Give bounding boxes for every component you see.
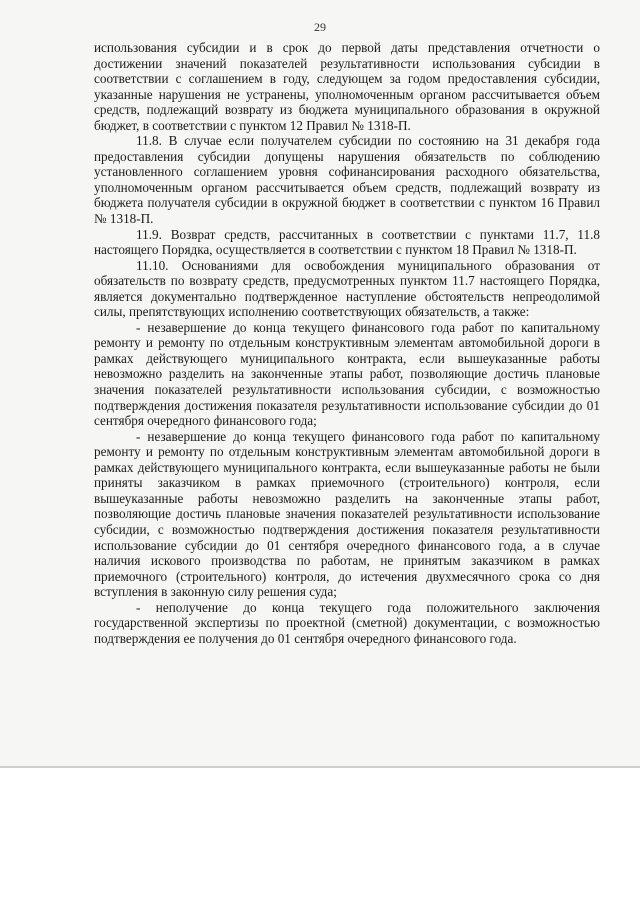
paragraph-11-8: 11.8. В случае если получателем субсидии по состоянию на 31 декабря года предоставления субсидии допущены нарушения обязательств по соблюдению установленного соглашением уровня софинансирования расходного обязательства, уполномоченным органом рассчитывается объем средств, подлежащий возврату из бюджета получателя субсидии в окружной бюджет в соответствии с пунктом 16 Правил № 1318-П.: [94, 133, 600, 227]
paragraph-continuation: использования субсидии и в срок до первой даты представления отчетности о достижении значений показателей результативности использования субсидии в соответствии с соглашением в году, следующем за годом предоставления субсидии, указанные нарушения не устранены, уполномоченным органом рассчитывается объем средств, подлежащий возврату из бюджета муниципального образования в окружной бюджет, в соответствии с пунктом 12 Правил № 1318-П.: [94, 40, 600, 133]
page-number: 29: [314, 20, 326, 34]
list-item-expertise: - неполучение до конца текущего года положительного заключения государственной экспертизы по проектной (сметной) документации, с возможностью подтверждения ее получения до 01 сентября очередного финансового года.: [94, 599, 600, 646]
list-item-unaccepted-works: - незавершение до конца текущего финансового года работ по капитальному ремонту и ремонту по отдельным конструктивным элементам автомобильной дороги в рамках действующего муниципального контракта, если вышеуказанные работы не были приняты заказчиком в рамках приемочного (строительного) контроля, если вышеуказанные работы невозможно разделить на законченные этапы работ, позволяющие достичь плановые значения показателей результативности использование субсидии, с возможностью подтверждения достижения показателя результативности использование субсидии до 01 сентября очередного финансового года, а в случае наличия искового производства по работам, не принятым заказчиком в рамках приемочного (строительного) контроля, до истечения двухмесячного срока со дня вступления в законную силу решения суда;: [94, 428, 600, 600]
list-item-incomplete-works: - незавершение до конца текущего финансового года работ по капитальному ремонту и ремонту по отдельным конструктивным элементам автомобильной дороги в рамках действующего муниципального контракта, если вышеуказанные работы невозможно разделить на законченные этапы работ, позволяющие достичь плановые значения показателей результативности использования субсидии, с возможностью подтверждения достижения показателя результативности использование субсидии до 01 сентября очередного финансового года;: [94, 319, 600, 429]
paragraph-11-9: 11.9. Возврат средств, рассчитанных в соответствии с пунктами 11.7, 11.8 настоящего Порядка, осуществляется в соответствии с пунктом 18 Правил № 1318-П.: [94, 226, 600, 258]
document-body: [94, 40, 600, 646]
paragraph-11-10: 11.10. Основаниями для освобождения муниципального образования от обязательств по возврату средств, предусмотренных пунктом 11.7 настоящего Порядка, является документально подтвержденное наступление обстоятельств непреодолимой силы, препятствующих исполнению соответствующих обязательств, а также:: [94, 257, 600, 320]
